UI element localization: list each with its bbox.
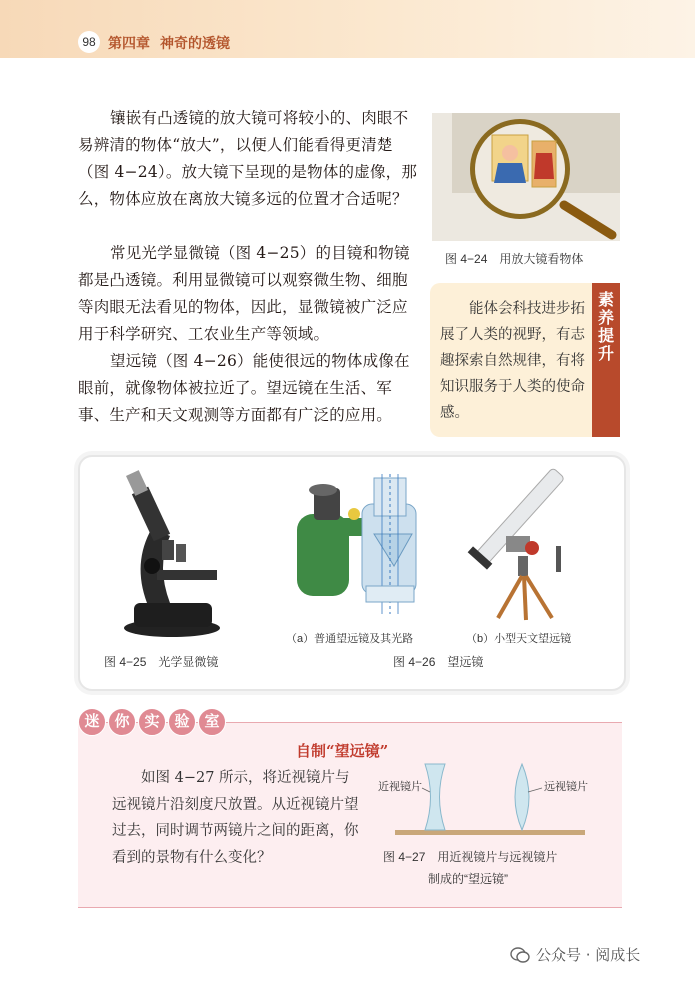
figure-4-25-caption: 图 4−25 光学显微镜 [104, 655, 219, 669]
lens-ruler-diagram [370, 760, 600, 840]
lab-tag-char: 验 [168, 708, 196, 736]
lab-title: 自制“望远镜” [296, 742, 389, 760]
figure-4-27-caption-line1: 图 4−27 用近视镜片与远视镜片 [383, 850, 558, 864]
chapter-title: 神奇的透镜 [160, 36, 230, 52]
paragraph-microscope: 常见光学显微镜（图 4−25）的目镜和物镜都是凸透镜。利用显微镜可以观察微生物、细胞等肉眼无法看见的物体，因此，显微镜被广泛应用于科学研究、工农业生产等领域。 [78, 244, 410, 343]
figure-4-27-caption-line2: 制成的“望远镜” [428, 872, 508, 886]
figure-4-26a-caption: （a）普通望远镜及其光路 [286, 633, 414, 645]
lab-instructions: 如图 4−27 所示，将近视镜片与远视镜片沿刻度尺放置。从近视镜片望过去，同时调节两镜片之间的距离，你看到的景物有什么变化？ [112, 770, 359, 866]
literacy-sidebar-text: 能体会科技进步拓展了人类的视野，有志趣探索自然规律，有将知识服务于人类的使命感。 [440, 301, 585, 421]
chapter-number: 第四章 [108, 36, 150, 52]
page-header [0, 0, 695, 58]
figure-4-24-caption: 图 4−24 用放大镜看物体 [445, 252, 584, 266]
figure-4-26-caption: 图 4−26 望远镜 [393, 655, 484, 669]
binoculars-illustration [292, 474, 442, 620]
lab-tag-char: 室 [198, 708, 226, 736]
microscope-illustration [112, 468, 222, 640]
page-number: 98 [78, 31, 100, 53]
far-lens-label: 远视镜片 [544, 780, 588, 793]
watermark-text: 公众号 · 阅成长 [536, 946, 641, 964]
astronomical-telescope-illustration [462, 466, 592, 622]
chapter-heading [108, 33, 230, 53]
paragraph-telescope: 望远镜（图 4−26）能使很远的物体成像在眼前，就像物体被拉近了。望远镜在生活、军事、生产和天文观测等方面都有广泛的应用。 [78, 352, 410, 424]
near-lens-label: 近视镜片 [378, 780, 422, 793]
wechat-icon [510, 946, 530, 964]
lab-tag-char: 实 [138, 708, 166, 736]
mini-lab-tag [78, 708, 226, 736]
paragraph-magnifier: 镶嵌有凸透镜的放大镜可将较小的、肉眼不易辨清的物体“放大”，以便人们能看得更清楚（图 4−24）。放大镜下呈现的是物体的虚像，那么，物体应放在离放大镜多远的位置才合适呢？ [78, 109, 418, 208]
figure-4-26b-caption: （b）小型天文望远镜 [466, 633, 572, 645]
watermark [510, 944, 640, 965]
literacy-tab-label: 素养提升 [597, 292, 614, 363]
lab-tag-char: 迷 [78, 708, 106, 736]
lab-tag-char: 你 [108, 708, 136, 736]
magnifier-photo [432, 113, 620, 241]
